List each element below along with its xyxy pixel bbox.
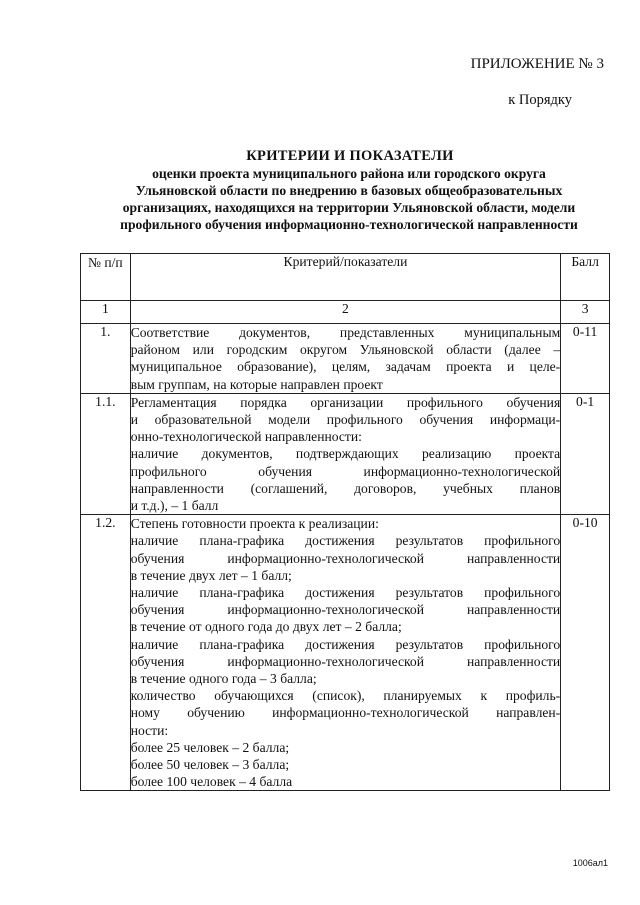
row-number: 1.	[81, 324, 131, 394]
text-line: в течение от одного года до двух лет – 2 балла;	[130, 619, 402, 635]
criteria-table	[80, 253, 610, 791]
text-line: обучения информационно-технологической направленности	[130, 550, 561, 566]
column-number-row	[81, 301, 610, 324]
text-line: более 50 человек – 3 балла;	[130, 757, 290, 773]
header-score: Балл	[561, 254, 610, 301]
row-number: 1.1.	[81, 393, 131, 514]
table-header-row	[81, 254, 610, 301]
text-line: наличие плана-графика достижения результатов профильного	[130, 636, 561, 652]
text-line: наличие плана-графика достижения результатов профильного	[130, 533, 561, 549]
row-score: 0-10	[561, 515, 610, 791]
text-line: ности:	[130, 722, 169, 738]
text-line: наличие документов, подтверждающих реализацию проекта	[130, 446, 561, 462]
row-score: 0-1	[561, 393, 610, 514]
text-line: профильного обучения информационно-технологической	[130, 463, 561, 479]
row-text	[130, 515, 561, 791]
text-line: направленности (соглашений, договоров, учебных планов	[130, 480, 561, 496]
order-reference: к Порядку	[508, 92, 572, 108]
column-number: 1	[81, 301, 131, 324]
text-line: количество обучающихся (список), планируемых к профиль-	[130, 688, 561, 704]
table-row	[81, 324, 610, 394]
document-title: КРИТЕРИИ И ПОКАЗАТЕЛИ	[246, 148, 454, 164]
text-line: онно-технологической направленности:	[130, 429, 362, 445]
text-line: Соответствие документов, представленных муниципальным	[130, 325, 561, 340]
table-row	[81, 393, 610, 514]
header-criterion: Критерий/показатели	[130, 254, 561, 301]
text-line: и т.д.), – 1 балл	[130, 498, 219, 514]
row-text	[130, 393, 561, 514]
text-line: районом или городским округом Ульяновской области (далее –	[130, 342, 561, 358]
text-line: обучения информационно-технологической направленности	[130, 653, 561, 669]
footer-code: 1006ал1	[572, 858, 608, 868]
column-number: 3	[561, 301, 610, 324]
subtitle-line: организациях, находящихся на территории Ульяновской области, модели	[122, 200, 576, 215]
header-num: № п/п	[81, 254, 131, 301]
text-line: Регламентация порядка организации профильного обучения	[130, 394, 561, 410]
column-number: 2	[130, 301, 561, 324]
document-subtitle	[80, 165, 618, 233]
row-score: 0-11	[561, 324, 610, 394]
appendix-label: ПРИЛОЖЕНИЕ № 3	[470, 56, 604, 72]
subtitle-line: профильного обучения информационно-технологической направленности	[120, 217, 578, 232]
text-line: более 25 человек – 2 балла;	[130, 739, 290, 755]
row-number: 1.2.	[81, 515, 131, 791]
text-line: в течение двух лет – 1 балл;	[130, 567, 292, 583]
table-row	[81, 515, 610, 791]
subtitle-line: оценки проекта муниципального района или городского округа	[152, 166, 546, 181]
text-line: муниципальное образование), целям, задачам проекта и целе-	[130, 359, 561, 375]
text-line: наличие плана-графика достижения результатов профильного	[130, 585, 561, 601]
subtitle-line: Ульяновской области по внедрению в базовых общеобразовательных	[135, 183, 563, 198]
text-line: более 100 человек – 4 балла	[130, 774, 293, 790]
text-line: ному обучению информационно-технологической направлен-	[130, 705, 561, 721]
text-line: в течение одного года – 3 балла;	[130, 671, 317, 687]
row-text	[130, 324, 561, 394]
text-line: обучения информационно-технологической направленности	[130, 602, 561, 618]
text-line: и образовательной модели профильного обучения информаци-	[130, 412, 561, 428]
text-line: Степень готовности проекта к реализации:	[130, 516, 379, 532]
text-line: вым группам, на которые направлен проект	[130, 376, 383, 392]
